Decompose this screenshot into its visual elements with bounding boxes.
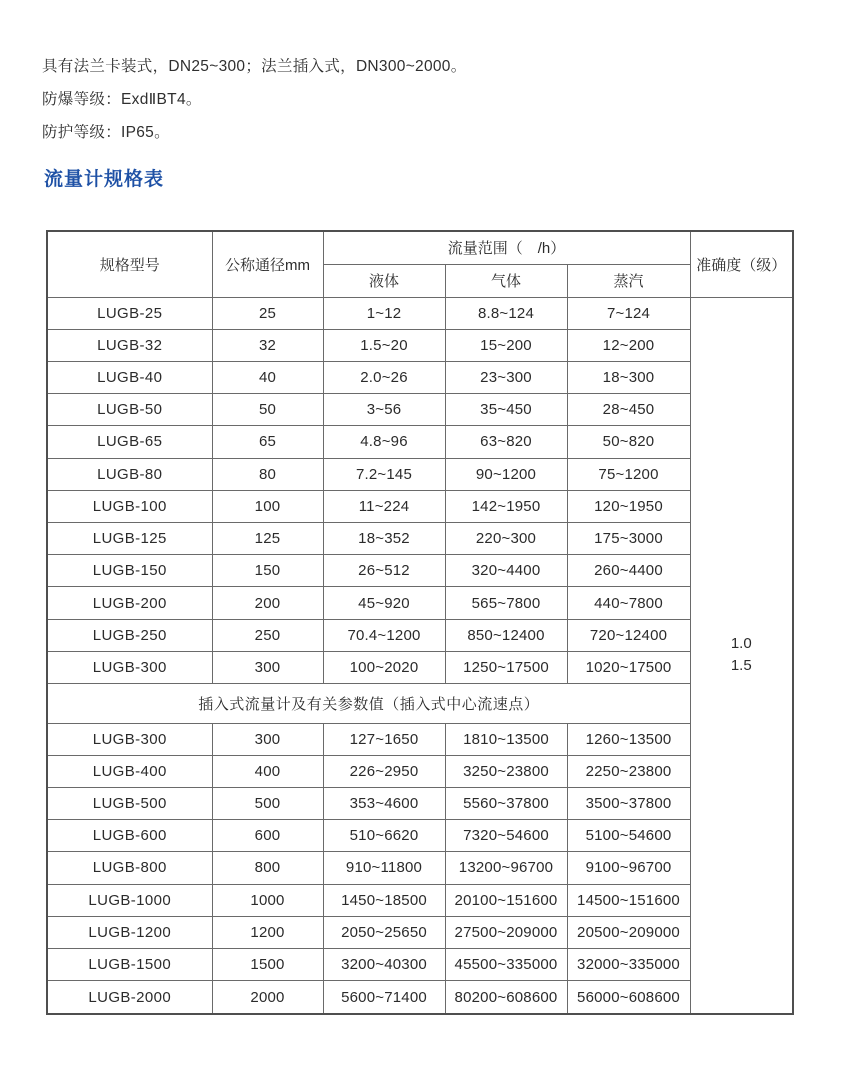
value-cell: 2.0~26 <box>323 361 445 393</box>
value-cell: 32 <box>212 329 323 361</box>
value-cell: 45500~335000 <box>445 949 567 981</box>
model-cell: LUGB-32 <box>47 329 212 361</box>
value-cell: 18~352 <box>323 523 445 555</box>
model-cell: LUGB-800 <box>47 852 212 884</box>
value-cell: 50 <box>212 394 323 426</box>
table-row <box>47 458 793 490</box>
value-cell: 1020~17500 <box>567 651 690 683</box>
table-row <box>47 723 793 755</box>
model-cell: LUGB-1000 <box>47 884 212 916</box>
value-cell: 1250~17500 <box>445 651 567 683</box>
intro-line-mounting: 具有法兰卡装式，DN25~300；法兰插入式，DN300~2000。 <box>42 58 467 75</box>
value-cell: 720~12400 <box>567 619 690 651</box>
value-cell: 75~1200 <box>567 458 690 490</box>
model-cell: LUGB-250 <box>47 619 212 651</box>
intro-text-block <box>42 50 467 149</box>
value-cell: 5600~71400 <box>323 981 445 1014</box>
intro-line-explosion-proof: 防爆等级：ExdⅡBT4。 <box>42 91 202 108</box>
value-cell: 15~200 <box>445 329 567 361</box>
value-cell: 23~300 <box>445 361 567 393</box>
value-cell: 300 <box>212 723 323 755</box>
value-cell: 32000~335000 <box>567 949 690 981</box>
value-cell: 142~1950 <box>445 490 567 522</box>
value-cell: 500 <box>212 787 323 819</box>
accuracy-value: 1.5 <box>730 657 752 675</box>
model-cell: LUGB-65 <box>47 426 212 458</box>
value-cell: 800 <box>212 852 323 884</box>
value-cell: 1450~18500 <box>323 884 445 916</box>
value-cell: 1260~13500 <box>567 723 690 755</box>
value-cell: 50~820 <box>567 426 690 458</box>
value-cell: 600 <box>212 820 323 852</box>
value-cell: 13200~96700 <box>445 852 567 884</box>
value-cell: 353~4600 <box>323 787 445 819</box>
header-gas: 气体 <box>445 264 567 297</box>
value-cell: 150 <box>212 555 323 587</box>
value-cell: 14500~151600 <box>567 884 690 916</box>
header-flow-range: 流量范围（ /h） <box>323 231 690 264</box>
table-row <box>47 852 793 884</box>
table-row <box>47 490 793 522</box>
table-row <box>47 949 793 981</box>
header-nominal-diameter: 公称通径mm <box>212 231 323 297</box>
value-cell: 910~11800 <box>323 852 445 884</box>
value-cell: 40 <box>212 361 323 393</box>
value-cell: 65 <box>212 426 323 458</box>
value-cell: 2050~25650 <box>323 916 445 948</box>
flowmeter-spec-table <box>46 230 794 1015</box>
value-cell: 12~200 <box>567 329 690 361</box>
model-cell: LUGB-80 <box>47 458 212 490</box>
value-cell: 1200 <box>212 916 323 948</box>
value-cell: 510~6620 <box>323 820 445 852</box>
header-liquid: 液体 <box>323 264 445 297</box>
header-steam: 蒸汽 <box>567 264 690 297</box>
table-row <box>47 820 793 852</box>
value-cell: 1810~13500 <box>445 723 567 755</box>
model-cell: LUGB-1200 <box>47 916 212 948</box>
value-cell: 3200~40300 <box>323 949 445 981</box>
table-row <box>47 916 793 948</box>
value-cell: 260~4400 <box>567 555 690 587</box>
value-cell: 3500~37800 <box>567 787 690 819</box>
value-cell: 400 <box>212 755 323 787</box>
value-cell: 3250~23800 <box>445 755 567 787</box>
table-row <box>47 361 793 393</box>
value-cell: 1000 <box>212 884 323 916</box>
value-cell: 220~300 <box>445 523 567 555</box>
value-cell: 45~920 <box>323 587 445 619</box>
table-row <box>47 651 793 683</box>
header-row-top <box>47 231 793 264</box>
table-row <box>47 329 793 361</box>
insert-section-header-row <box>47 684 793 723</box>
value-cell: 7~124 <box>567 297 690 329</box>
table-header <box>47 231 793 297</box>
value-cell: 200 <box>212 587 323 619</box>
model-cell: LUGB-125 <box>47 523 212 555</box>
section-title: 流量计规格表 <box>44 169 165 190</box>
value-cell: 120~1950 <box>567 490 690 522</box>
value-cell: 7320~54600 <box>445 820 567 852</box>
value-cell: 80200~608600 <box>445 981 567 1014</box>
value-cell: 56000~608600 <box>567 981 690 1014</box>
value-cell: 440~7800 <box>567 587 690 619</box>
accuracy-value: 1.0 <box>730 635 752 653</box>
header-spec-model: 规格型号 <box>47 231 212 297</box>
value-cell: 8.8~124 <box>445 297 567 329</box>
table-row <box>47 297 793 329</box>
value-cell: 26~512 <box>323 555 445 587</box>
table-row <box>47 787 793 819</box>
value-cell: 320~4400 <box>445 555 567 587</box>
value-cell: 11~224 <box>323 490 445 522</box>
value-cell: 5560~37800 <box>445 787 567 819</box>
value-cell: 5100~54600 <box>567 820 690 852</box>
value-cell: 565~7800 <box>445 587 567 619</box>
value-cell: 1~12 <box>323 297 445 329</box>
table-row <box>47 755 793 787</box>
table-row <box>47 394 793 426</box>
value-cell: 18~300 <box>567 361 690 393</box>
value-cell: 226~2950 <box>323 755 445 787</box>
value-cell: 25 <box>212 297 323 329</box>
value-cell: 1.5~20 <box>323 329 445 361</box>
model-cell: LUGB-400 <box>47 755 212 787</box>
model-cell: LUGB-50 <box>47 394 212 426</box>
value-cell: 63~820 <box>445 426 567 458</box>
value-cell: 2250~23800 <box>567 755 690 787</box>
header-accuracy: 准确度（级） <box>690 231 793 297</box>
table-row <box>47 555 793 587</box>
value-cell: 20100~151600 <box>445 884 567 916</box>
table-row <box>47 426 793 458</box>
value-cell: 20500~209000 <box>567 916 690 948</box>
value-cell: 35~450 <box>445 394 567 426</box>
value-cell: 9100~96700 <box>567 852 690 884</box>
value-cell: 125 <box>212 523 323 555</box>
value-cell: 175~3000 <box>567 523 690 555</box>
table-body <box>47 297 793 1014</box>
model-cell: LUGB-25 <box>47 297 212 329</box>
intro-line-protection: 防护等级：IP65。 <box>42 124 170 141</box>
table-row <box>47 587 793 619</box>
table-row <box>47 884 793 916</box>
value-cell: 7.2~145 <box>323 458 445 490</box>
model-cell: LUGB-500 <box>47 787 212 819</box>
model-cell: LUGB-300 <box>47 651 212 683</box>
value-cell: 3~56 <box>323 394 445 426</box>
value-cell: 90~1200 <box>445 458 567 490</box>
table-row <box>47 619 793 651</box>
model-cell: LUGB-40 <box>47 361 212 393</box>
model-cell: LUGB-150 <box>47 555 212 587</box>
accuracy-values-cell <box>690 297 793 1014</box>
model-cell: LUGB-300 <box>47 723 212 755</box>
value-cell: 300 <box>212 651 323 683</box>
value-cell: 80 <box>212 458 323 490</box>
model-cell: LUGB-200 <box>47 587 212 619</box>
value-cell: 70.4~1200 <box>323 619 445 651</box>
value-cell: 27500~209000 <box>445 916 567 948</box>
table-row <box>47 981 793 1014</box>
model-cell: LUGB-600 <box>47 820 212 852</box>
table-row <box>47 523 793 555</box>
model-cell: LUGB-2000 <box>47 981 212 1014</box>
value-cell: 4.8~96 <box>323 426 445 458</box>
insert-section-header: 插入式流量计及有关参数值（插入式中心流速点） <box>47 684 690 723</box>
value-cell: 1500 <box>212 949 323 981</box>
value-cell: 100~2020 <box>323 651 445 683</box>
model-cell: LUGB-1500 <box>47 949 212 981</box>
value-cell: 250 <box>212 619 323 651</box>
value-cell: 28~450 <box>567 394 690 426</box>
value-cell: 127~1650 <box>323 723 445 755</box>
model-cell: LUGB-100 <box>47 490 212 522</box>
value-cell: 850~12400 <box>445 619 567 651</box>
value-cell: 100 <box>212 490 323 522</box>
value-cell: 2000 <box>212 981 323 1014</box>
